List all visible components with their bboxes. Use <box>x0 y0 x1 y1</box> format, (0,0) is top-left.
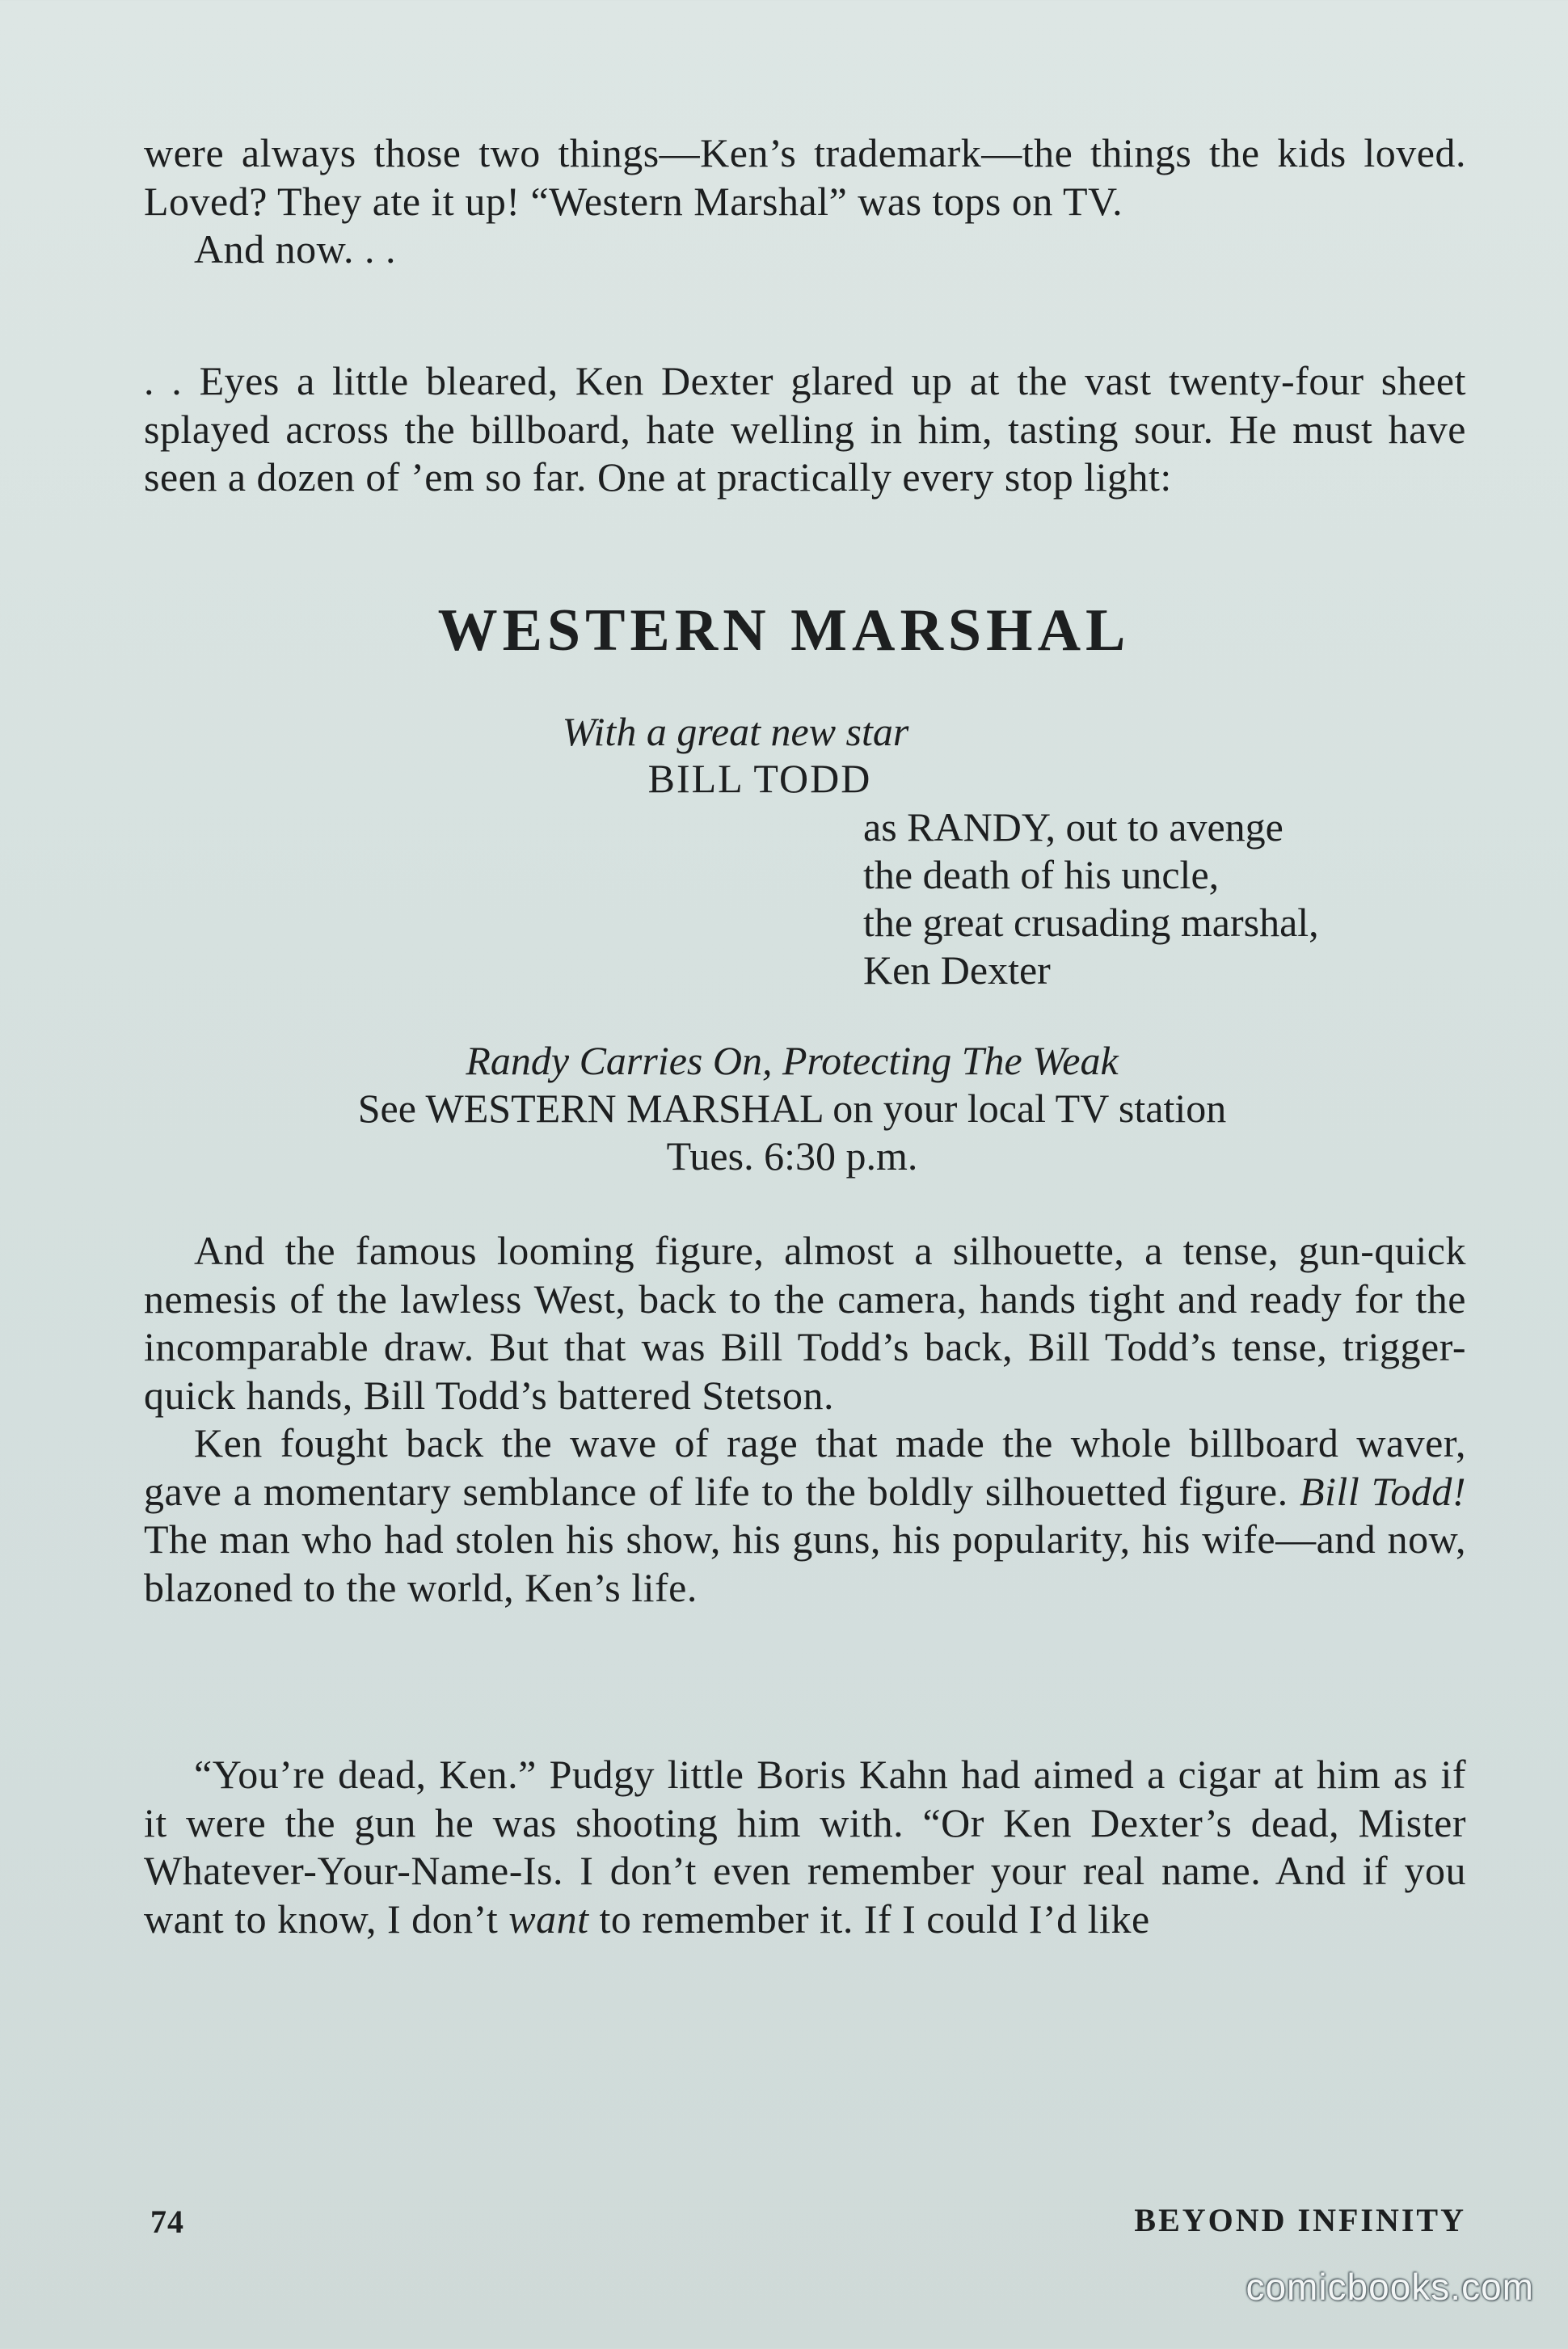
paragraph-4: And the famous looming figure, almost a silhouette, a tense, gun-quick nemesis of the lawless West, back to the camera, hands tight and ready for the incomparable draw. But that was Bill Todd’s back, Bill Todd’s tense, trigger-quick hands, Bill Todd’s battered Stetson. <box>144 1228 1466 1418</box>
paragraph-5-emphasis: Bill Todd! <box>1300 1468 1466 1514</box>
paragraph-6-start: “You’re dead, Ken.” Pudgy little Boris Kahn had aimed a cigar at him as if it were the gun he was shooting him with. “Or Ken Dexter’s dead, Mister Whatever-Your-Name-Is. I don’t even remember your real name. And if you want to know, I don’t <box>144 1752 1466 1942</box>
paragraph-6-end: to remember it. If I could I’d like <box>588 1896 1150 1942</box>
role-line-2: the death of his uncle, <box>863 852 1220 897</box>
paragraph-6-emphasis: want <box>508 1896 589 1942</box>
role-line-3: the great crusading marshal, <box>863 900 1319 945</box>
dialogue-text <box>144 1751 1466 1943</box>
billboard-title: WESTERN MARSHAL <box>437 597 1131 664</box>
paragraph-3: . . Eyes a little bleared, Ken Dexter glared up at the vast twenty-four sheet splayed across the billboard, hate welling in him, tasting sour. He must have seen a dozen of ’em so far. One at practically every stop light: <box>144 358 1466 500</box>
scene-break-text <box>144 357 1466 502</box>
billboard-slogan: Randy Carries On, Protecting The Weak <box>466 1038 1119 1083</box>
running-title: BEYOND INFINITY <box>1134 2202 1466 2238</box>
billboard-schedule: See WESTERN MARSHAL on your local TV station <box>357 1086 1227 1131</box>
role-line-4: Ken Dexter <box>863 947 1051 993</box>
main-text <box>144 1227 1466 1612</box>
paragraph-6 <box>144 1751 1466 1943</box>
site-watermark: comicbooks.com <box>1246 2266 1534 2308</box>
paragraph-5-start: Ken fought back the wave of rage that made the whole billboard waver, gave a momentary semblance of life to the boldly silhouetted figure. <box>144 1420 1466 1514</box>
paragraph-5 <box>144 1419 1466 1612</box>
paragraph-1: were always those two things—Ken’s trademark—the things the kids loved. Loved? They ate it up! “Western Marshal” was tops on TV. <box>144 130 1466 224</box>
role-line-1: as RANDY, out to avenge <box>863 804 1283 850</box>
page-number: 74 <box>150 2204 184 2240</box>
paragraph-5-end: The man who had stolen his show, his guns, his popularity, his wife—and now, blazoned to the world, Ken’s life. <box>144 1516 1466 1610</box>
billboard-tagline: With a great new star <box>562 709 909 754</box>
opening-text <box>144 129 1466 274</box>
paragraph-2: And now. . . <box>194 226 396 272</box>
billboard-time: Tues. 6:30 p.m. <box>666 1133 918 1179</box>
billboard-star: BILL TODD <box>647 756 872 801</box>
